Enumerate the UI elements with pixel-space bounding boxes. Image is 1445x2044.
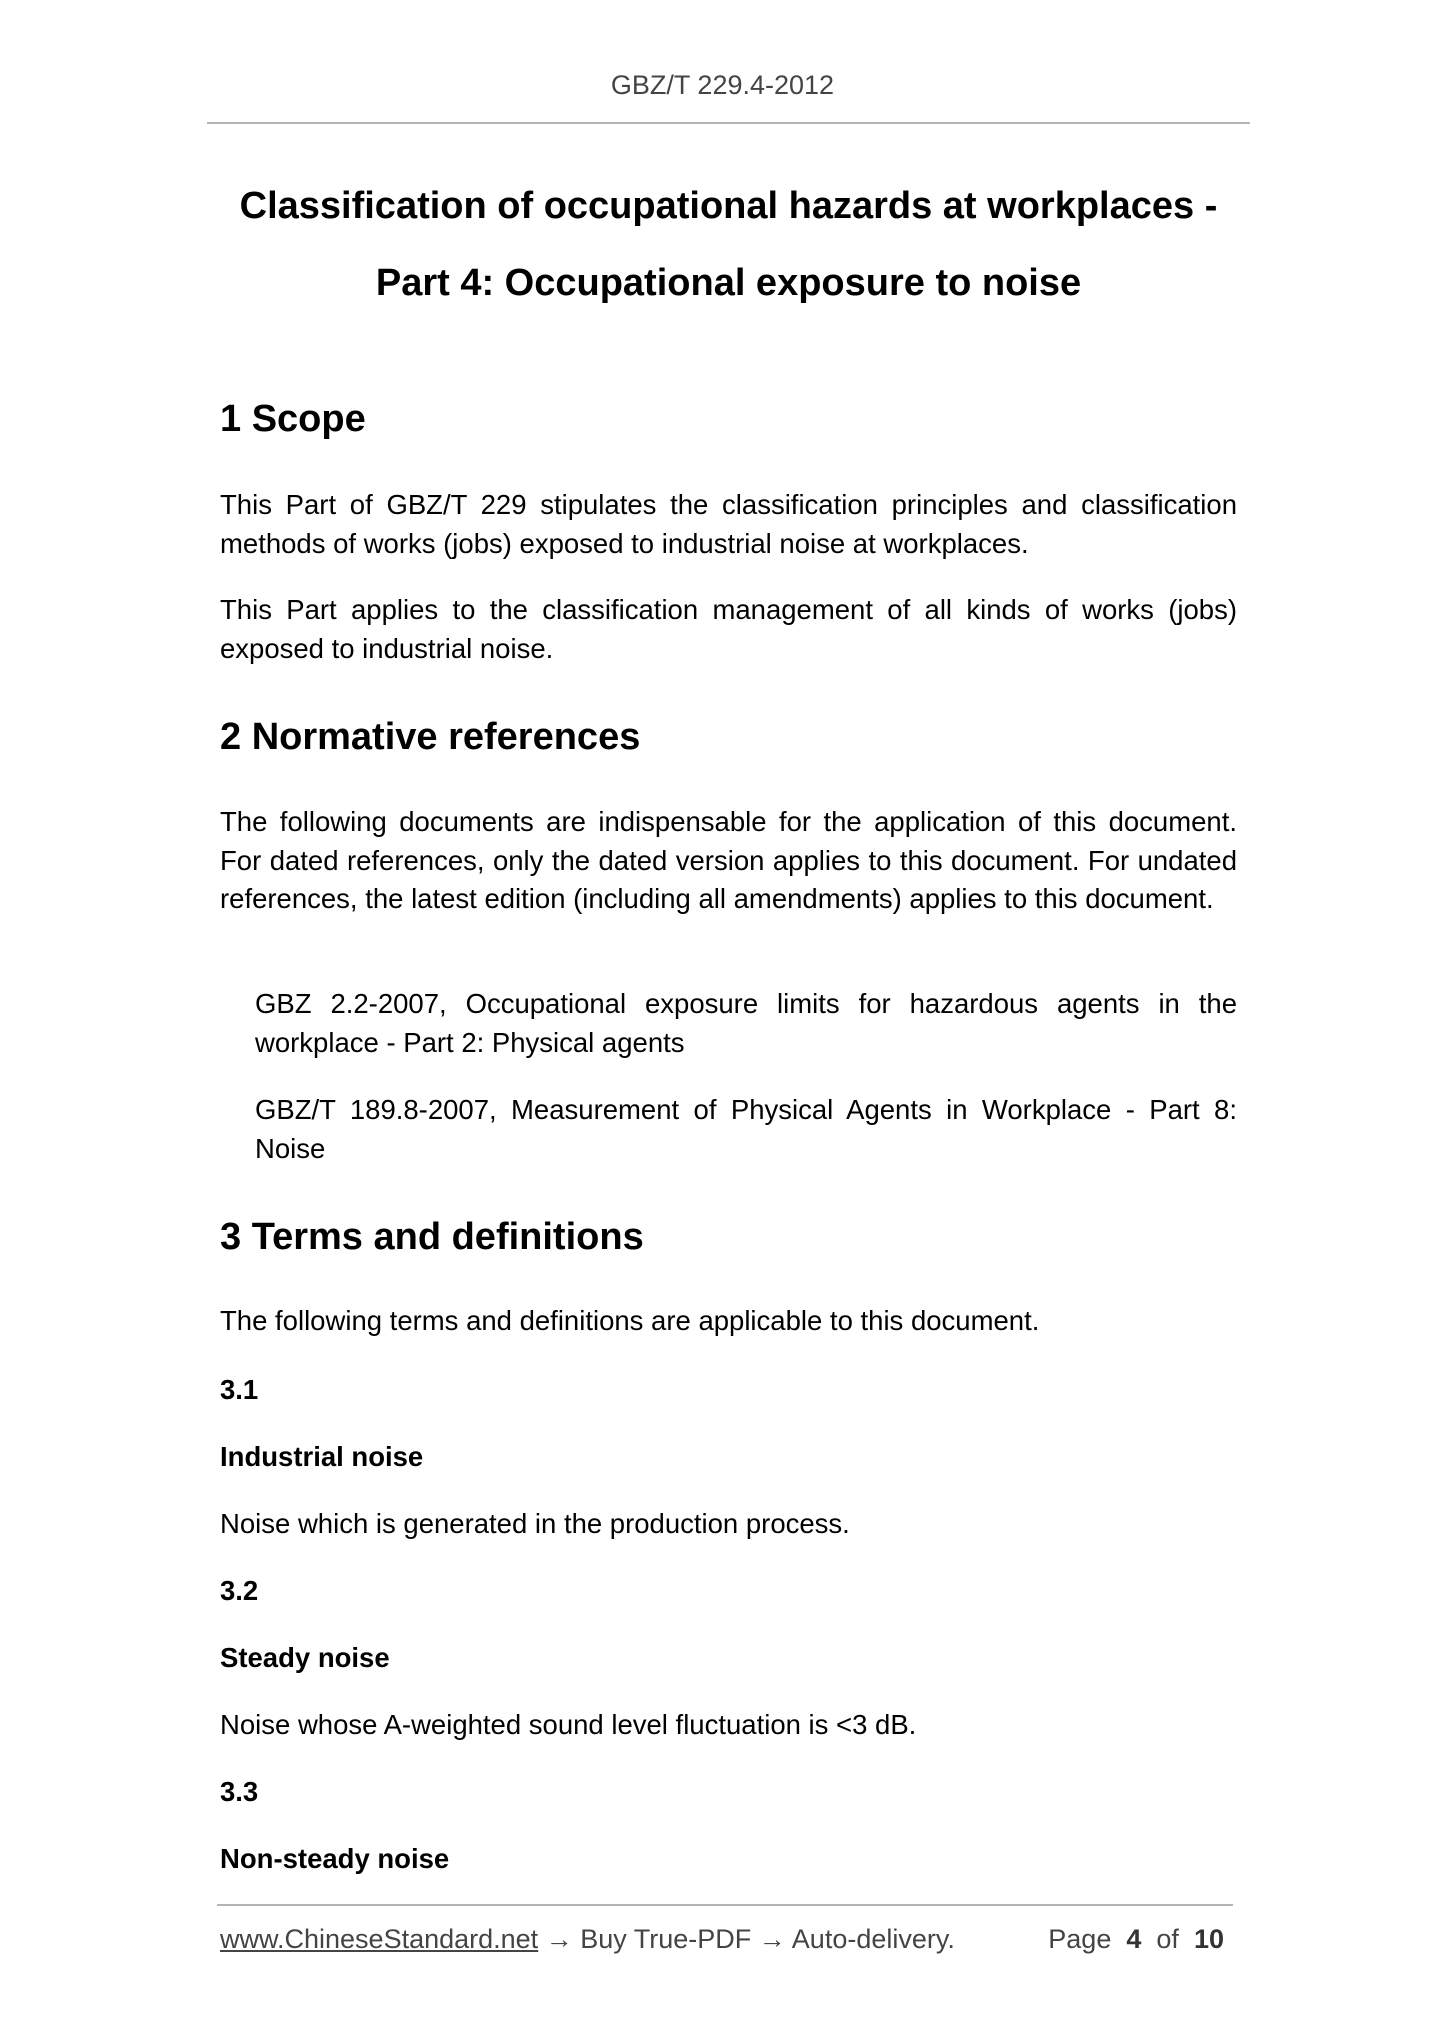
page-of-label: of xyxy=(1156,1924,1179,1954)
term-name-industrial-noise: Industrial noise xyxy=(220,1441,424,1472)
header-standard-code: GBZ/T 229.4-2012 xyxy=(610,70,835,100)
page-total: 10 xyxy=(1193,1924,1224,1954)
document-title-line-1: Classification of occupational hazards at workplaces - xyxy=(239,185,1218,227)
page-indicator xyxy=(1048,1924,1224,1955)
arrow-right-icon: → xyxy=(758,1924,786,1954)
page-number: 4 xyxy=(1126,1924,1142,1954)
page-label: Page xyxy=(1048,1924,1112,1954)
term-number-3-1: 3.1 xyxy=(220,1374,259,1405)
section-heading-scope: 1 Scope xyxy=(220,398,366,440)
normative-paragraph: The following documents are indispensable for the application of this document. For dated references, only the dated version applies to this document. For undated references, the latest edition (including all amendments) applies to this document. xyxy=(220,806,1237,914)
scope-paragraph-2: This Part applies to the classification management of all kinds of works (jobs) exposed to industrial noise. xyxy=(220,594,1237,664)
term-name-non-steady-noise: Non-steady noise xyxy=(220,1843,450,1874)
footer-website-link[interactable]: www.ChineseStandard.net xyxy=(220,1924,539,1954)
scope-paragraph-1: This Part of GBZ/T 229 stipulates the classification principles and classification methods of works (jobs) exposed to industrial noise at workplaces. xyxy=(220,489,1237,559)
arrow-right-icon: → xyxy=(545,1924,573,1954)
footer-delivery-text: Auto-delivery. xyxy=(791,1924,955,1954)
section-heading-normative-references: 2 Normative references xyxy=(220,716,641,758)
footer-divider xyxy=(217,1904,1233,1906)
terms-intro: The following terms and definitions are applicable to this document. xyxy=(220,1305,1040,1336)
term-definition-industrial-noise: Noise which is generated in the production process. xyxy=(220,1508,850,1539)
footer-buy-text: Buy True-PDF xyxy=(580,1924,752,1954)
document-title xyxy=(207,168,1250,322)
term-number-3-3: 3.3 xyxy=(220,1776,259,1807)
header-divider xyxy=(207,122,1250,124)
term-number-3-2: 3.2 xyxy=(220,1575,259,1606)
footer-promo xyxy=(220,1924,955,1955)
document-title-line-2: Part 4: Occupational exposure to noise xyxy=(375,262,1082,304)
term-name-steady-noise: Steady noise xyxy=(220,1642,390,1673)
normative-reference-2: GBZ/T 189.8-2007, Measurement of Physical Agents in Workplace - Part 8: Noise xyxy=(255,1094,1237,1164)
term-definition-steady-noise: Noise whose A-weighted sound level fluctuation is <3 dB. xyxy=(220,1709,917,1740)
section-heading-terms-definitions: 3 Terms and definitions xyxy=(220,1216,644,1258)
normative-reference-1: GBZ 2.2-2007, Occupational exposure limits for hazardous agents in the workplace - Part 2: Physical agents xyxy=(255,988,1237,1058)
